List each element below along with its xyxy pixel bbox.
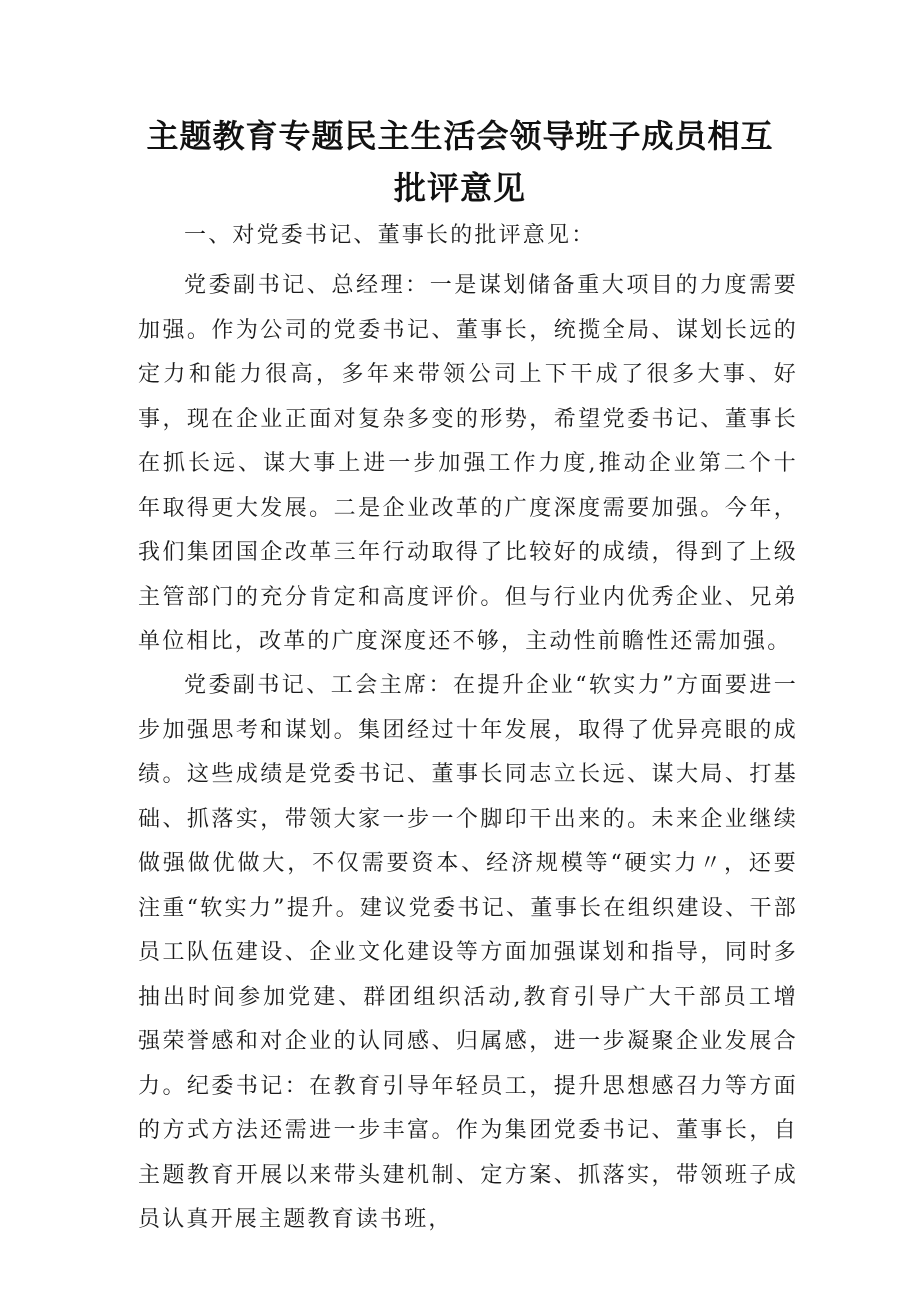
paragraph-union-chairman: 党委副书记、工会主席：在提升企业“软实力”方面要进一步加强思考和谋划。集团经过十年发展，取得了优异亮眼的成绩。这些成绩是党委书记、董事长同志立长远、谋大局、打基础、抓落实，带领大家一步一个脚印干出来的。未来企业继续做强做优做大，不仅需要资本、经济规模等“硬实力〃，还要注重“软实力”提升。建议党委书记、董事长在组织建设、干部员工队伍建设、企业文化建设等方面加强谋划和指导，同时多抽出时间参加党建、群团组织活动,教育引导广大干部员工增强荣誉感和对企业的认同感、归属感，进一步凝聚企业发展合力。纪委书记：在教育引导年轻员工，提升思想感召力等方面的方式方法还需进一步丰富。作为集团党委书记、董事长，自主题教育开展以来带头建机制、定方案、抓落实，带领班子成员认真开展主题教育读书班， [138, 673, 798, 1232]
paragraph-general-manager: 党委副书记、总经理：一是谋划储备重大项目的力度需要加强。作为公司的党委书记、董事长，统揽全局、谋划长远的定力和能力很高，多年来带领公司上下干成了很多大事、好事，现在企业正面对复杂多变的形势，希望党委书记、董事长在抓长远、谋大事上进一步加强工作力度,推动企业第二个十年取得更大发展。二是企业改革的广度深度需要加强。今年，我们集团国企改革三年行动取得了比较好的成绩，得到了上级主管部门的充分肯定和高度评价。但与行业内优秀企业、兄弟单位相比，改革的广度深度还不够，主动性前瞻性还需加强。 [138, 273, 798, 654]
section-heading: 一、对党委书记、董事长的批评意见： [184, 223, 596, 248]
document-title-line-2: 批评意见 [393, 169, 526, 207]
document-title-line-1: 主题教育专题民主生活会领导班子成员相互 [146, 117, 774, 155]
